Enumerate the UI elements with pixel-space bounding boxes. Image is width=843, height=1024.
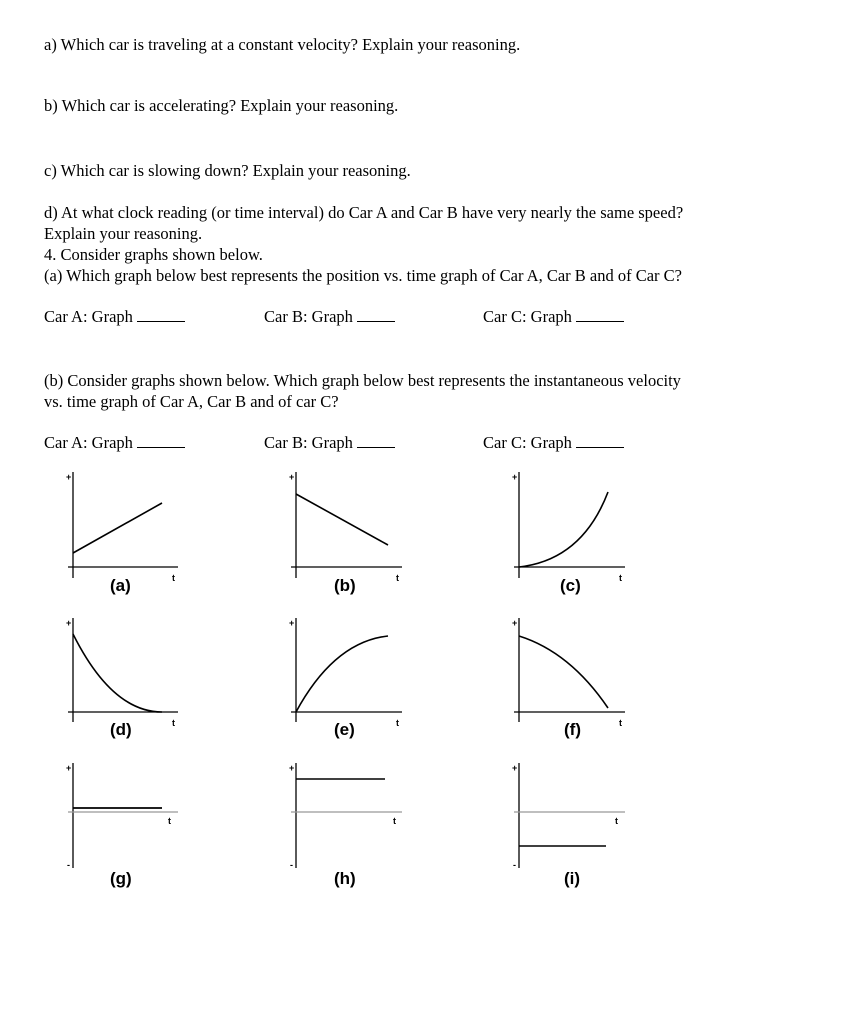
graph-i <box>514 763 625 868</box>
graph-d-curve <box>73 634 162 712</box>
question-4b-line1: (b) Consider graphs shown below. Which graph below best represents the instantaneous velocity <box>44 371 681 390</box>
graph-g-plus: + <box>66 763 72 773</box>
graph-i-label: (i) <box>564 869 581 888</box>
graph-a-plus: + <box>66 472 72 482</box>
graph-h-label: (h) <box>334 869 356 888</box>
graph-e <box>291 618 402 722</box>
graph-b-curve <box>296 494 388 545</box>
graph-c-t: t <box>619 573 622 583</box>
question-d-line1: d) At what clock reading (or time interval) do Car A and Car B have very nearly the same speed? <box>44 203 684 222</box>
question-4a: (a) Which graph below best represents the position vs. time graph of Car A, Car B and of Car C? <box>44 266 682 285</box>
graph-c-label: (c) <box>560 576 581 595</box>
graph-a-label: (a) <box>110 576 131 595</box>
graph-h <box>291 763 402 868</box>
graph-a-t: t <box>172 573 175 583</box>
graph-b-t: t <box>396 573 399 583</box>
graph-b-plus: + <box>289 472 295 482</box>
question-c: c) Which car is slowing down? Explain your reasoning. <box>44 161 411 180</box>
graph-e-plus: + <box>289 618 295 628</box>
question-a: a) Which car is traveling at a constant velocity? Explain your reasoning. <box>44 35 521 54</box>
graph-f-curve <box>519 636 608 708</box>
graph-h-plus: + <box>289 763 295 773</box>
graph-g-label: (g) <box>110 869 132 888</box>
graph-b-label: (b) <box>334 576 356 595</box>
velocity-car-a: Car A: Graph <box>44 433 185 453</box>
graph-d-label: (d) <box>110 720 132 739</box>
graph-g-t: t <box>168 816 171 826</box>
graph-a <box>68 472 178 578</box>
graph-c-curve <box>519 492 608 567</box>
question-4-intro: 4. Consider graphs shown below. <box>44 245 263 264</box>
graph-h-t: t <box>393 816 396 826</box>
position-car-c: Car C: Graph <box>483 307 624 327</box>
graph-d <box>68 618 178 722</box>
graph-c <box>514 472 625 578</box>
question-b: b) Which car is accelerating? Explain your reasoning. <box>44 96 399 115</box>
velocity-car-b: Car B: Graph <box>264 433 395 453</box>
graph-e-curve <box>296 636 388 712</box>
graph-d-plus: + <box>66 618 72 628</box>
graph-g-minus: - <box>67 860 70 870</box>
graph-f-plus: + <box>512 618 518 628</box>
graph-i-minus: - <box>513 860 516 870</box>
position-car-b: Car B: Graph <box>264 307 395 327</box>
position-car-a: Car A: Graph <box>44 307 185 327</box>
graph-c-plus: + <box>512 472 518 482</box>
question-d-line2: Explain your reasoning. <box>44 224 203 243</box>
graph-f <box>514 618 625 722</box>
velocity-car-c: Car C: Graph <box>483 433 624 453</box>
graph-i-t: t <box>615 816 618 826</box>
graph-f-t: t <box>619 718 622 728</box>
graph-g <box>68 763 178 868</box>
question-4b-line2: vs. time graph of Car A, Car B and of car C? <box>44 392 339 411</box>
graph-e-label: (e) <box>334 720 355 739</box>
graph-a-curve <box>73 503 162 553</box>
graph-f-label: (f) <box>564 720 581 739</box>
graph-b <box>291 472 402 578</box>
graph-d-t: t <box>172 718 175 728</box>
graph-h-minus: - <box>290 860 293 870</box>
graph-i-plus: + <box>512 763 518 773</box>
graph-e-t: t <box>396 718 399 728</box>
